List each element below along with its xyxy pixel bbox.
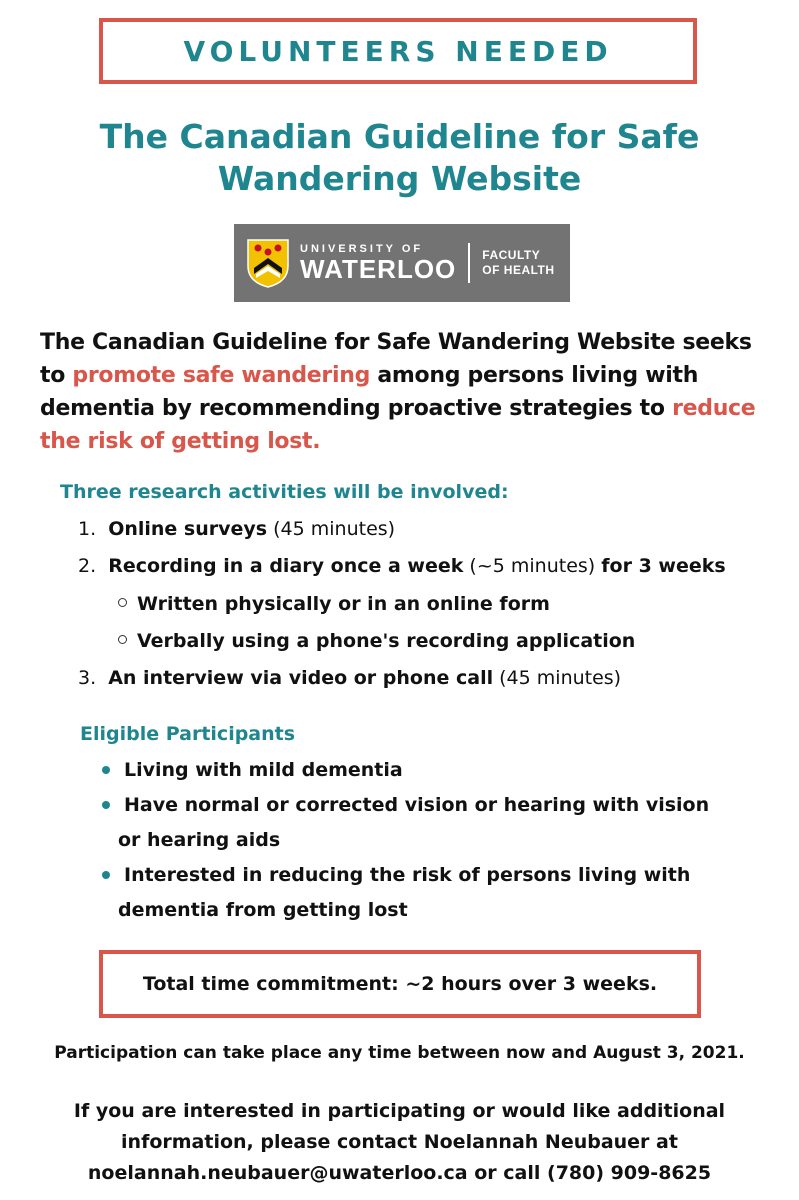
logo-divider [468,243,470,283]
contact-line-1: If you are interested in participating or would like additional [73,1100,726,1122]
activity-title: Online surveys [108,518,268,540]
title-line-1: The Canadian Guideline for Safe [99,117,700,156]
activity-duration: (45 minutes) [493,667,622,689]
eligible-item-2-line2: or hearing aids [118,829,281,851]
intro-paragraph [40,326,760,458]
sub-bullet-icon [118,598,127,607]
title-line-2: Wandering Website [217,159,582,198]
logo-faculty-line2: OF HEALTH [482,263,555,277]
banner-text: VOLUNTEERS NEEDED [183,34,613,68]
logo-faculty-line1: FACULTY [482,248,541,262]
sub-bullet-icon [118,635,127,644]
eligible-item-1: Living with mild dementia [124,759,403,781]
intro-highlight-2: reduce the risk of getting lost. [40,396,756,454]
crest-icon [246,238,290,288]
intro-highlight-1: promote safe wandering [72,363,371,388]
activity-title: An interview via video or phone call [108,667,494,689]
sub-item-text: Written physically or in an online form [137,593,550,615]
activity-sub-item-1 [137,591,550,617]
contact-info [20,1096,779,1189]
contact-line-3: noelannah.neubauer@uwaterloo.ca or call (780) 909-8625 [87,1162,712,1184]
logo-waterloo: WATERLOO [300,254,457,284]
activity-number: 3. [78,667,97,689]
eligible-item-2 [118,788,778,858]
intro-part-2: among persons living with dementia by recommending proactive strategies to [40,363,699,421]
activity-item-3 [78,665,621,691]
activity-number: 2. [78,555,97,577]
logo-faculty [482,248,554,278]
activity-item-2 [78,553,726,579]
activity-title: Recording in a diary once a week [108,555,464,577]
bullet-icon [102,801,110,809]
logo-university-of: UNIVERSITY OF [300,243,424,255]
time-commitment-box [99,950,701,1018]
eligible-item-2-line1: Have normal or corrected vision or hearing with vision [124,794,710,816]
university-logo [234,224,570,302]
eligible-item-3-line2: dementia from getting lost [118,899,408,921]
sub-item-text: Verbally using a phone's recording application [137,630,636,652]
activity-duration: (~5 minutes) [463,555,602,577]
activity-period: for 3 weeks [601,555,726,577]
activities-heading: Three research activities will be involved: [60,481,509,503]
page-title [40,116,759,200]
eligible-item-3-line1: Interested in reducing the risk of persons living with [124,864,691,886]
activity-duration: (45 minutes) [267,518,396,540]
activity-sub-item-2 [137,628,635,654]
logo-wordmark [300,243,456,283]
volunteers-banner [99,18,697,84]
bullet-icon [102,766,110,774]
participation-window: Participation can take place any time between now and August 3, 2021. [54,1043,745,1063]
intro-part-1: The Canadian Guideline for Safe Wandering Website seeks to [40,330,752,388]
bullet-icon [102,871,110,879]
activity-item-1 [78,516,395,542]
contact-line-2: information, please contact Noelannah Neubauer at [121,1131,678,1153]
eligible-heading: Eligible Participants [80,723,296,745]
time-commitment-text: Total time commitment: ~2 hours over 3 weeks. [142,973,658,995]
eligible-item-3 [118,858,778,928]
activity-number: 1. [78,518,97,540]
